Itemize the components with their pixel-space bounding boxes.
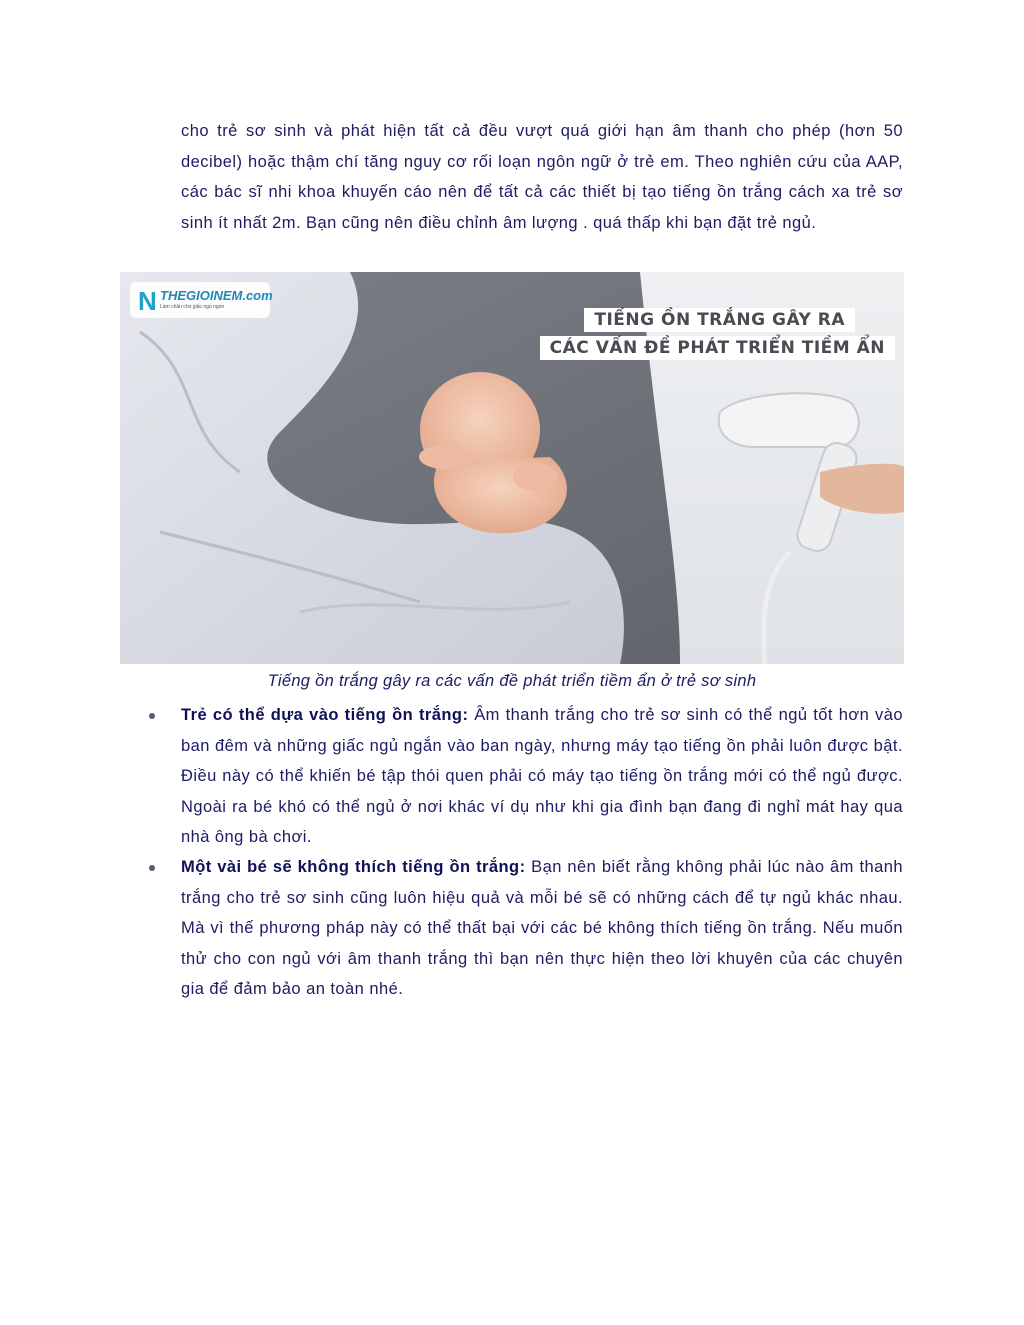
list-item-body: Bạn nên biết rằng không phải lúc nào âm thanh trắng cho trẻ sơ sinh cũng luôn hiệu quả và mỗi bé sẽ có những cách để tự ngủ khác nhau. Mà vì thế phương pháp này có thể thất bại với các bé không thích tiếng ồn trắng. Nếu muốn thử cho con ngủ với âm thanh trắng thì bạn nên thực hiện theo lời khuyên của các chuyên gia để đảm bảo an toàn nhé. (181, 858, 903, 998)
list-item-title: Trẻ có thể dựa vào tiếng ồn trắng: (181, 706, 469, 724)
figure-caption: Tiếng ồn trắng gây ra các vấn đề phát triển tiềm ẩn ở trẻ sơ sinh (267, 672, 757, 690)
article-figure (120, 272, 904, 664)
list-item-body: Âm thanh trắng cho trẻ sơ sinh có thể ngủ tốt hơn vào ban đêm và những giấc ngủ ngắn vào ban ngày, nhưng máy tạo tiếng ồn phải luôn được bật. Điều này có thể khiến bé tập thói quen phải có máy tạo tiếng ồn trắng mới có thể ngủ được. Ngoài ra bé khó có thể ngủ ở nơi khác ví dụ như khi gia đình bạn đang đi nghỉ mát hay qua nhà ông bà chơi. (181, 706, 903, 846)
brand-logo (160, 288, 273, 310)
bullet-icon (149, 713, 155, 719)
overlay-banner (525, 308, 895, 360)
logo-icon: N (138, 286, 157, 316)
overlay-line-2: CÁC VẤN ĐỀ PHÁT TRIỂN TIỀM ẨN (540, 336, 895, 360)
list-item-title: Một vài bé sẽ không thích tiếng ồn trắng: (181, 858, 526, 876)
brand-logo-tagline: Làm chăn cho giấc ngủ ngon (160, 304, 225, 310)
intro-paragraph: cho trẻ sơ sinh và phát hiện tất cả đều vượt quá giới hạn âm thanh cho phép (hơn 50 decibel) hoặc thậm chí tăng nguy cơ rối loạn ngôn ngữ ở trẻ em. Theo nghiên cứu của AAP, các bác sĩ nhi khoa khuyến cáo nên để tất cả các thiết bị tạo tiếng ồn trắng cách xa trẻ sơ sinh ít nhất 2m. Bạn cũng nên điều chỉnh âm lượng . quá thấp khi bạn đặt trẻ ngủ. (181, 122, 903, 232)
bullet-icon (149, 865, 155, 871)
brand-logo-text: THEGIOINEM.com (160, 288, 273, 303)
overlay-line-1: TIẾNG ỒN TRẮNG GÂY RA (584, 308, 855, 332)
